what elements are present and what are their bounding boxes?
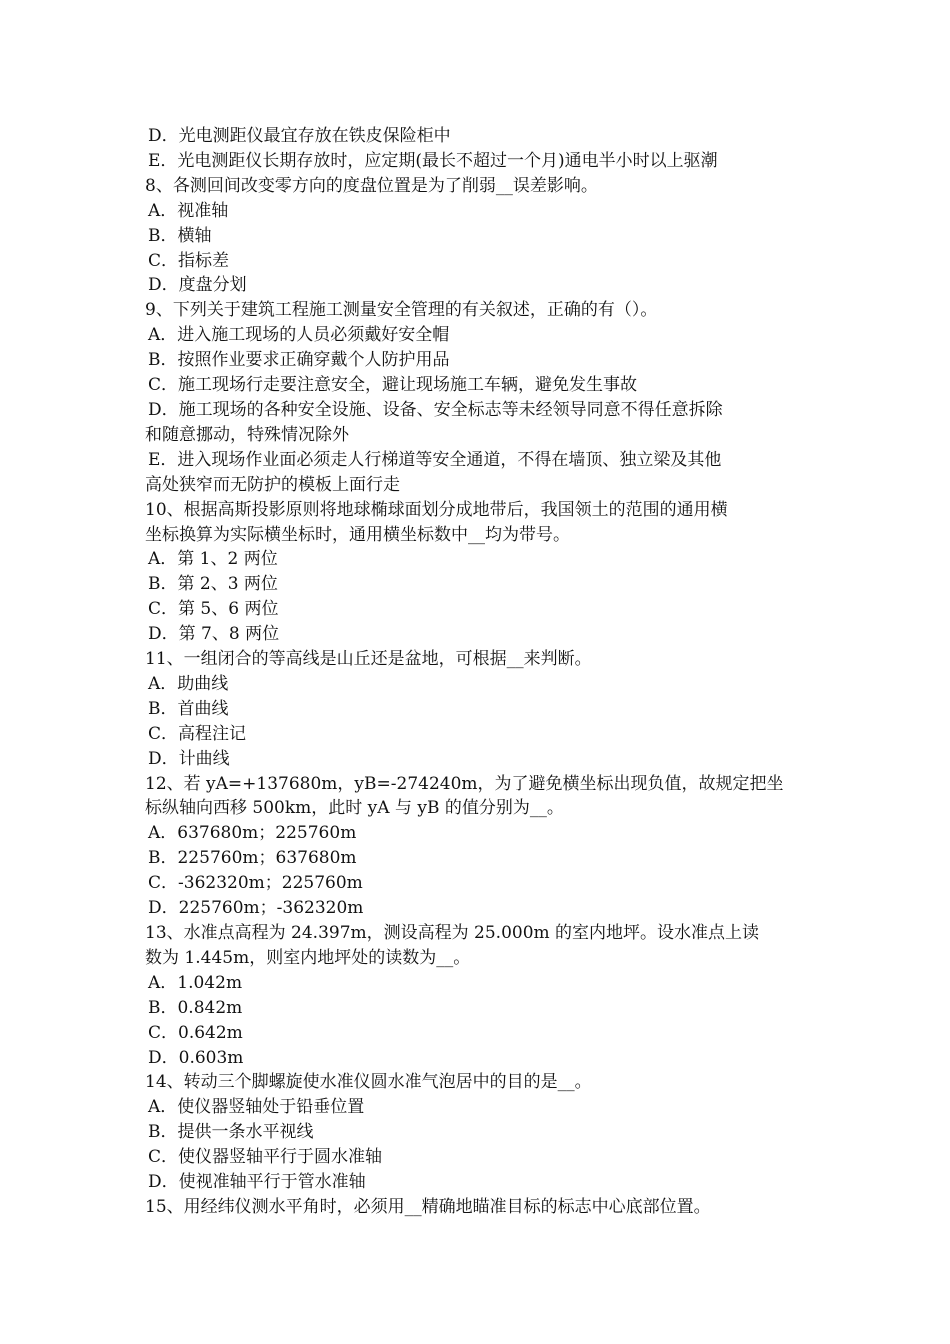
question-text-line: 11、一组闭合的等高线是山丘还是盆地，可根据__来判断。: [145, 649, 592, 670]
answer-option-line: C．指标差: [148, 250, 230, 271]
answer-option-line: D．225760m；-362320m: [148, 898, 364, 919]
document-page: [145, 124, 815, 1220]
answer-option-line: A．使仪器竖轴处于铅垂位置: [148, 1097, 365, 1118]
answer-option-line: A．进入施工现场的人员必须戴好安全帽: [148, 325, 450, 346]
question-text-line: 坐标换算为实际横坐标时，通用横坐标数中__均为带号。: [145, 524, 570, 545]
answer-option-line: B．横轴: [148, 225, 212, 246]
answer-option-line: C．施工现场行走要注意安全，避让现场施工车辆，避免发生事故: [148, 375, 638, 396]
answer-option-line: D．计曲线: [148, 748, 230, 769]
question-text-line: 15、用经纬仪测水平角时，必须用__精确地瞄准目标的标志中心底部位置。: [145, 1196, 711, 1217]
answer-option-line: A．1.042m: [148, 972, 243, 993]
answer-option-line: A．第 1、2 两位: [148, 549, 278, 570]
answer-option-line: B．提供一条水平视线: [148, 1122, 314, 1143]
question-text-line: 标纵轴向西移 500km，此时 yA 与 yB 的值分别为__。: [145, 798, 564, 819]
answer-option-line: C．-362320m；225760m: [148, 873, 363, 894]
answer-option-line: A．视准轴: [148, 200, 229, 221]
answer-option-line: B．225760m；637680m: [148, 848, 357, 869]
answer-option-line: C．0.642m: [148, 1022, 243, 1043]
answer-option-line: D．使视准轴平行于管水准轴: [148, 1172, 366, 1193]
answer-option-line: D．施工现场的各种安全设施、设备、安全标志等未经领导同意不得任意拆除: [148, 399, 723, 420]
answer-option-line: B．首曲线: [148, 698, 229, 719]
answer-option-line: A．637680m；225760m: [148, 823, 357, 844]
answer-option-line: D．第 7、8 两位: [148, 624, 280, 645]
question-text-line: 数为 1.445m，则室内地坪处的读数为__。: [145, 947, 471, 968]
answer-option-line: B．第 2、3 两位: [148, 574, 278, 595]
answer-option-line: D．光电测距仪最宜存放在铁皮保险柜中: [148, 126, 451, 146]
answer-option-line: C．高程注记: [148, 723, 247, 744]
answer-option-line: E．进入现场作业面必须走人行梯道等安全通道，不得在墙顶、独立梁及其他: [148, 449, 722, 470]
answer-option-line: D．度盘分划: [148, 275, 247, 296]
question-text-line: 13、水准点高程为 24.397m，测设高程为 25.000m 的室内地坪。设水准点上读: [145, 923, 760, 943]
answer-option-line: B．按照作业要求正确穿戴个人防护用品: [148, 350, 450, 371]
answer-option-line: E．光电测距仪长期存放时，应定期(最长不超过一个月)通电半小时以上驱潮: [148, 150, 718, 171]
question-text-line: 10、根据高斯投影原则将地球椭球面划分成地带后，我国领土的范围的通用横: [145, 499, 728, 520]
answer-option-line: A．助曲线: [148, 673, 229, 694]
question-text-line: 8、各测回间改变零方向的度盘位置是为了削弱__误差影响。: [145, 175, 598, 196]
question-text-line: 12、若 yA=+137680m，yB=-274240m，为了避免横坐标出现负值，故规定把坐: [145, 773, 784, 794]
answer-option-line: D．0.603m: [148, 1047, 244, 1068]
question-text-line: 和随意挪动，特殊情况除外: [145, 424, 349, 445]
question-text-line: 14、转动三个脚螺旋使水准仪圆水准气泡居中的目的是__。: [145, 1072, 592, 1093]
answer-option-line: C．使仪器竖轴平行于圆水准轴: [148, 1147, 383, 1168]
question-text-line: 高处狭窄而无防护的模板上面行走: [145, 474, 400, 495]
answer-option-line: B．0.842m: [148, 997, 243, 1018]
answer-option-line: C．第 5、6 两位: [148, 599, 279, 620]
question-text-line: 9、下列关于建筑工程施工测量安全管理的有关叙述，正确的有（）。: [145, 300, 658, 321]
